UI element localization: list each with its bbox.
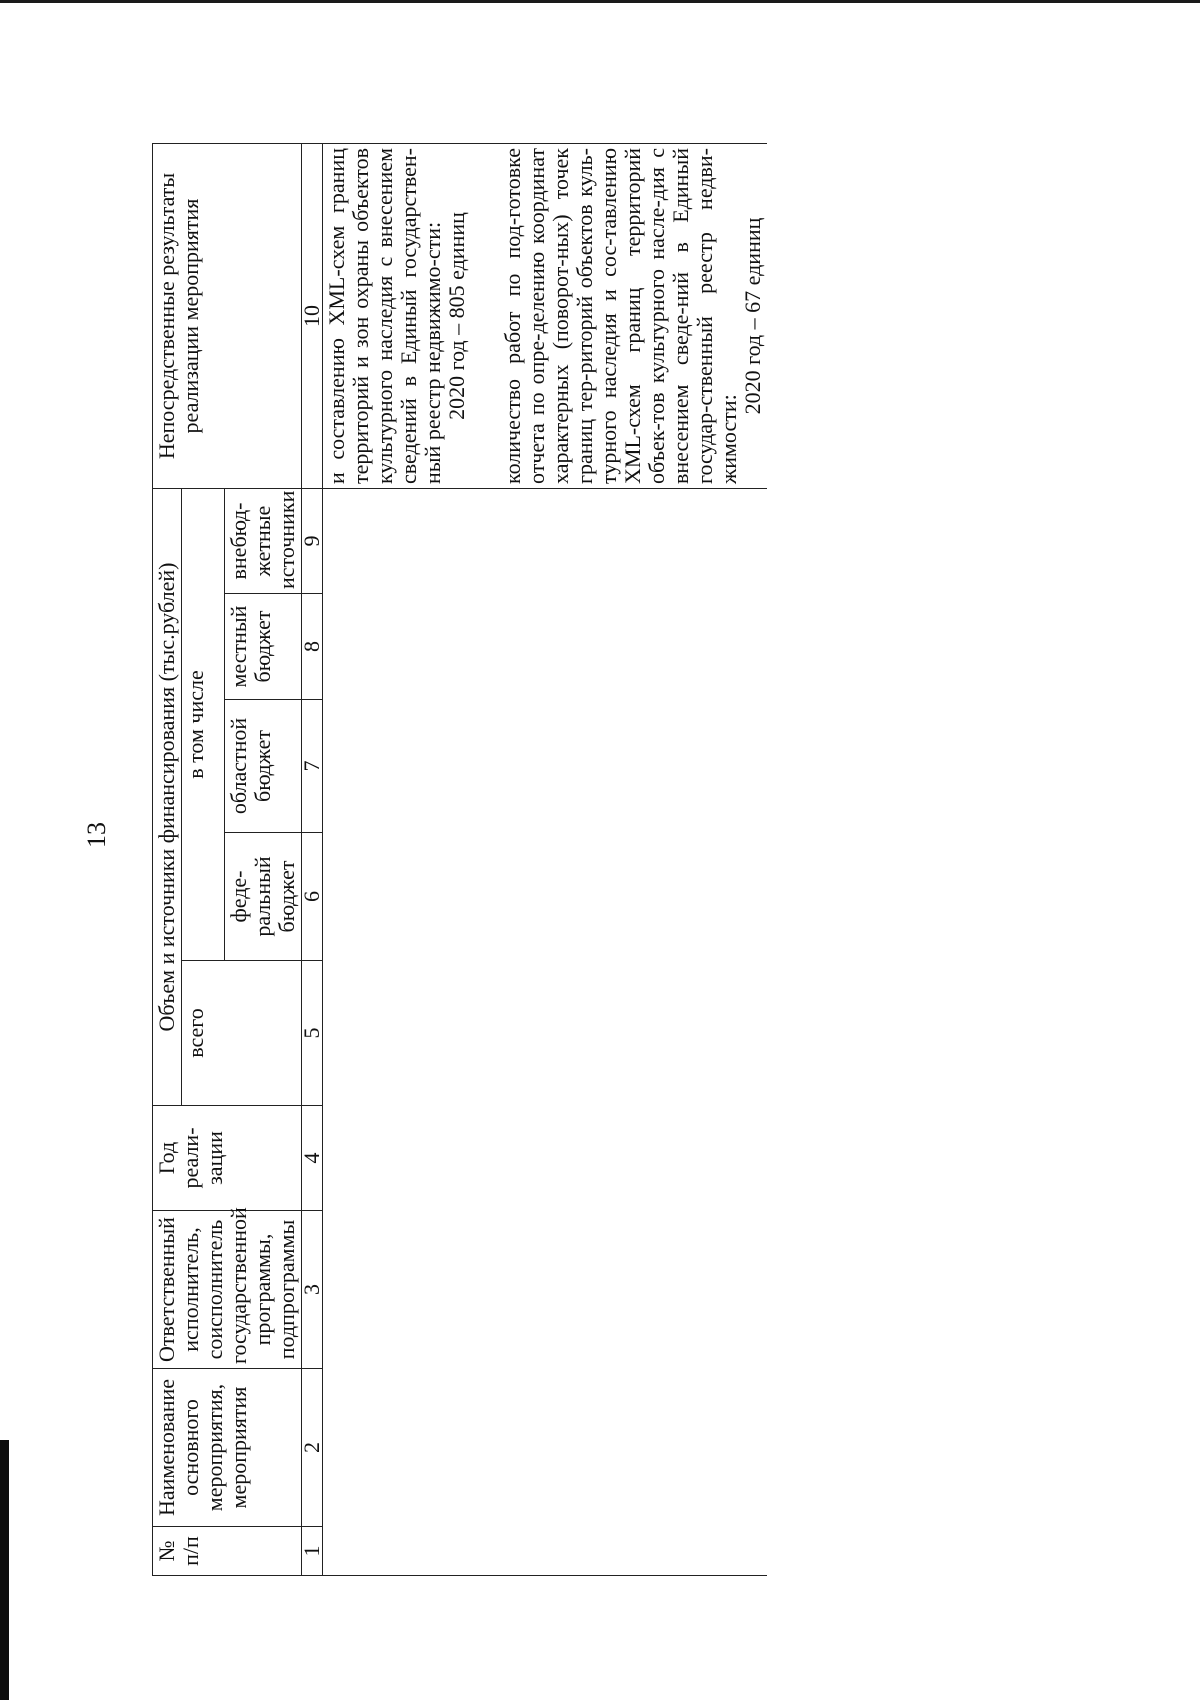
empty-cell <box>323 1369 768 1527</box>
empty-cell <box>323 1527 768 1576</box>
header-row-1 <box>153 144 182 1576</box>
result-text-xml-schemes: и составлению XML-схем границ территорий и зон охраны объектов культурного наследия с внесением сведений в Единый государствен-ный реестр недвижимо-сти: <box>324 148 445 484</box>
empty-cell <box>323 594 768 700</box>
result-text-coordinate-reports: количество работ по под-готовке отчета по опре-делению координат характерных (поворот-ных) точек границ тер-риторий объектов куль-турного наследия и сос-тавлению XML-схем границ территорий объек-тов культурного насле-дия с внесением сведе-ний в Единый государ-ственный реестр недви-жимости: <box>500 148 741 484</box>
results-cell <box>323 144 768 489</box>
header-federal-budget: феде-ральный бюджет <box>225 833 302 961</box>
header-including: в том числе <box>182 489 225 961</box>
empty-cell <box>323 961 768 1106</box>
page-number: 13 <box>82 822 111 848</box>
column-number: 10 <box>302 144 323 489</box>
column-number: 1 <box>302 1527 323 1576</box>
empty-cell <box>323 833 768 961</box>
header-financing: Объем и источники финансирования (тыс.рублей) <box>153 489 182 1106</box>
header-results: Непосредственные результаты реализации мероприятия <box>153 144 302 489</box>
column-number: 8 <box>302 594 323 700</box>
header-extrabudget: внебюд-жетные источники <box>225 489 302 594</box>
column-number: 5 <box>302 961 323 1106</box>
column-number: 6 <box>302 833 323 961</box>
header-executor: Ответственный исполнитель, соисполнитель государственной программы, подпрограммы <box>153 1211 302 1369</box>
empty-cell <box>323 700 768 833</box>
spacer <box>469 148 501 484</box>
result-year-2020-67: 2020 год – 67 единиц <box>740 217 765 415</box>
program-table <box>152 143 767 1576</box>
column-number-row <box>302 144 323 1576</box>
table-row <box>323 144 768 1576</box>
column-number: 7 <box>302 700 323 833</box>
column-number: 9 <box>302 489 323 594</box>
header-total: всего <box>182 961 302 1106</box>
column-number: 2 <box>302 1369 323 1527</box>
header-local-budget: местный бюджет <box>225 594 302 700</box>
header-regional-budget: областной бюджет <box>225 700 302 833</box>
header-number: № п/п <box>153 1527 302 1576</box>
column-number: 4 <box>302 1106 323 1211</box>
header-year: Год реали-зации <box>153 1106 302 1211</box>
empty-cell <box>323 1106 768 1211</box>
column-number: 3 <box>302 1211 323 1369</box>
header-activity-name: Наименование основного мероприятия, мероприятия <box>153 1369 302 1527</box>
empty-cell <box>323 489 768 594</box>
result-year-2020-805: 2020 год – 805 единиц <box>444 212 469 420</box>
empty-cell <box>323 1211 768 1369</box>
